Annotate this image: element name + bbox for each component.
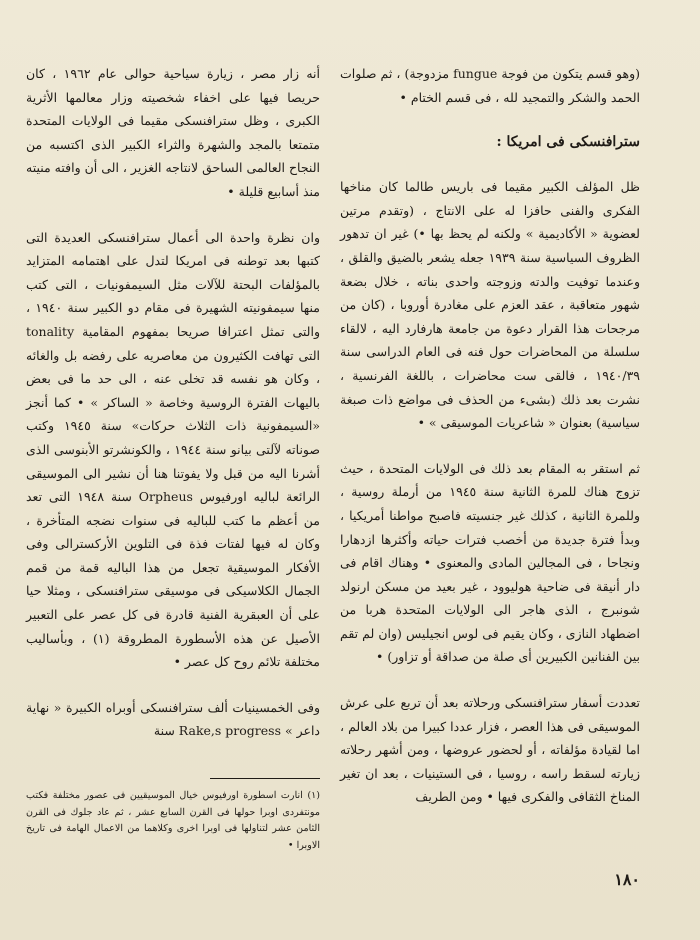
footnote-divider: [210, 778, 320, 779]
paragraph: أنه زار مصر ، زيارة سياحية حوالى عام ١٩٦٢ ، كان حريصا فيها على اخفاء شخصيته وزار معالمها الأثرية الكبرى ، وظل سترافنسكى مقيما فى الولايات المتحدة متمتعا بالمجد والشهرة والثراء الكبير الذى اكتسبه من النجاح العالمى الساحق لانتاجه الغزير ، الى أن وافته منيته منذ أسابيع قليلة •: [26, 66, 321, 199]
paragraph: ظل المؤلف الكبير مقيما فى باريس طالما كان مناخها الفكرى والفنى حافزا له على الانتاج ، (وتقدم مرتين لعضوية « الأكاديمية » ولكنه لم يحظ بها •) غير ان تدهور الظروف السياسية سنة ١٩٣٩ جعله يشعر بالضيق والقلق ، وعندما توفيت والدته وزوجته واحدى بناته ، خلال بضعة شهور متعاقبة ، عقد العزم على مغادرة أوروبا ، (كان من مرجحات هذا القرار دعوة من جامعة هارفارد اليه ، لالقاء سلسلة من المحاضرات حول فنه فى العام الدراسى سنة ١٩٤٠/٣٩ ، فالقى ست محاضرات ، باللغة الفرنسية ، نشرت بعد ذلك (بشىء من الحذف فى مواضع ذات صبغة سياسية) بعنوان « شاعريات الموسيقى » •: [340, 179, 640, 431]
paragraph: تعددت أسفار سترافنسكى ورحلاته بعد أن تربع على عرش الموسيقى فى هذا العصر ، فزار عددا كبيرا من بلاد العالم ، اما لقيادة مؤلفاته ، أو لحضور عروضها ، ومن أشهر رحلاته زيارته لسقط راسه ، روسيا ، فى الستينيات ، بعد ان تغير المناخ الثقافى والفكرى فيها • ومن الطريف: [340, 695, 640, 805]
right-column: [340, 62, 640, 809]
paragraph: ثم استقر به المقام بعد ذلك فى الولايات المتحدة ، حيث تزوج هناك للمرة الثانية سنة ١٩٤٥ من أرملة روسية ، وللمرة الثانية ، كذلك غير جنسيته فاصبح مواطنا أمريكيا ، وبدأ فترة جديدة من أخصب فترات حياته وأكثرها ازدهارا ونجاحا ، فى المجالين المادى والمعنوى • وهناك اقام فى دار أنيقة فى ضاحية هوليوود ، غير بعيد من مسكن ارنولد شونبرج ، الذى هاجر الى الولايات المتحدة هربا من اضطهاد النازى ، وكان يقيم فى لوس انجيليس (وان لم تقم بين الفنانين الكبيرين أى صلة من صداقة أو تزاور) •: [340, 460, 640, 665]
footnote: (١) انارت اسطورة اورفيوس خيال الموسيقيين فى عصور مختلفة فكتب مونتفردى اوبرا حولها فى القرن السابع عشر ، ثم عاد جلوك فى القرن الثامن عشر لتناولها فى اوبرا اخرى وكلاهما من الاعمال الهامة فى تاريخ الاوبرا •: [26, 790, 320, 851]
paragraph: وان نظرة واحدة الى أعمال سترافنسكى العديدة التى كتبها بعد توطنه فى امريكا لتدل على اهتمامه المتزايد بالمؤلفات البحتة للآلات مثل السيمفونيات ، التى كتب منها سيمفونيته الشهيرة فى مقام دو الكبير سنة ١٩٤٠ ، والتى تمثل اعترافا صريحا بمفهوم المقامية tonality التى تهافت الكثيرون من معاصريه على رفضه بل والغائه ، وكان هو نفسه قد تخلى عنه ، الى حد ما فى بعض باليهات الفترة الروسية وخاصة « الساكر » • كما أنجز «السيمفونية ذات الثلاث حركات» سنة ١٩٤٥ وكتب صوناته لآلتى بيانو سنة ١٩٤٤ ، والكونشرتو الأبنوسى الذى أشرنا اليه من قبل ولا يفوتنا هنا أن نشير الى الموسيقى الرائعة لباليه اورفيوس Orpheus سنة ١٩٤٨ التى تعد من أعظم ما كتب للباليه فى سنوات نضجه المتأخرة ، وكان له فيها لفتات فذة فى التلوين الأركسترالى وفى الأفكار الموسيقية تجعل من هذا الباليه قمة من قمم الجمال الكلاسيكى فى موسيقى سترافنسكى ، ومثلا حيا على أن العبقرية الفنية قادرة فى كل عصر على التعبير الأصيل عن هذه الأسطورة المطروقة (١) ، وبأساليب مختلفة تلائم روح كل عصر •: [26, 229, 320, 670]
page-number: ١٨٠: [614, 870, 640, 889]
section-heading: سترافنسكى فى امريكا :: [496, 134, 640, 151]
paragraph: (وهو قسم يتكون من فوجة fungue مزدوجة) ، ثم صلوات الحمد والشكر والتمجيد لله ، فى قسم الختام •: [340, 66, 640, 105]
paragraph: وفى الخمسينيات ألف سترافنسكى أوبراه الكبيرة « نهاية داعر » Rake,s progress سنة: [26, 699, 320, 739]
left-column: [26, 62, 320, 743]
